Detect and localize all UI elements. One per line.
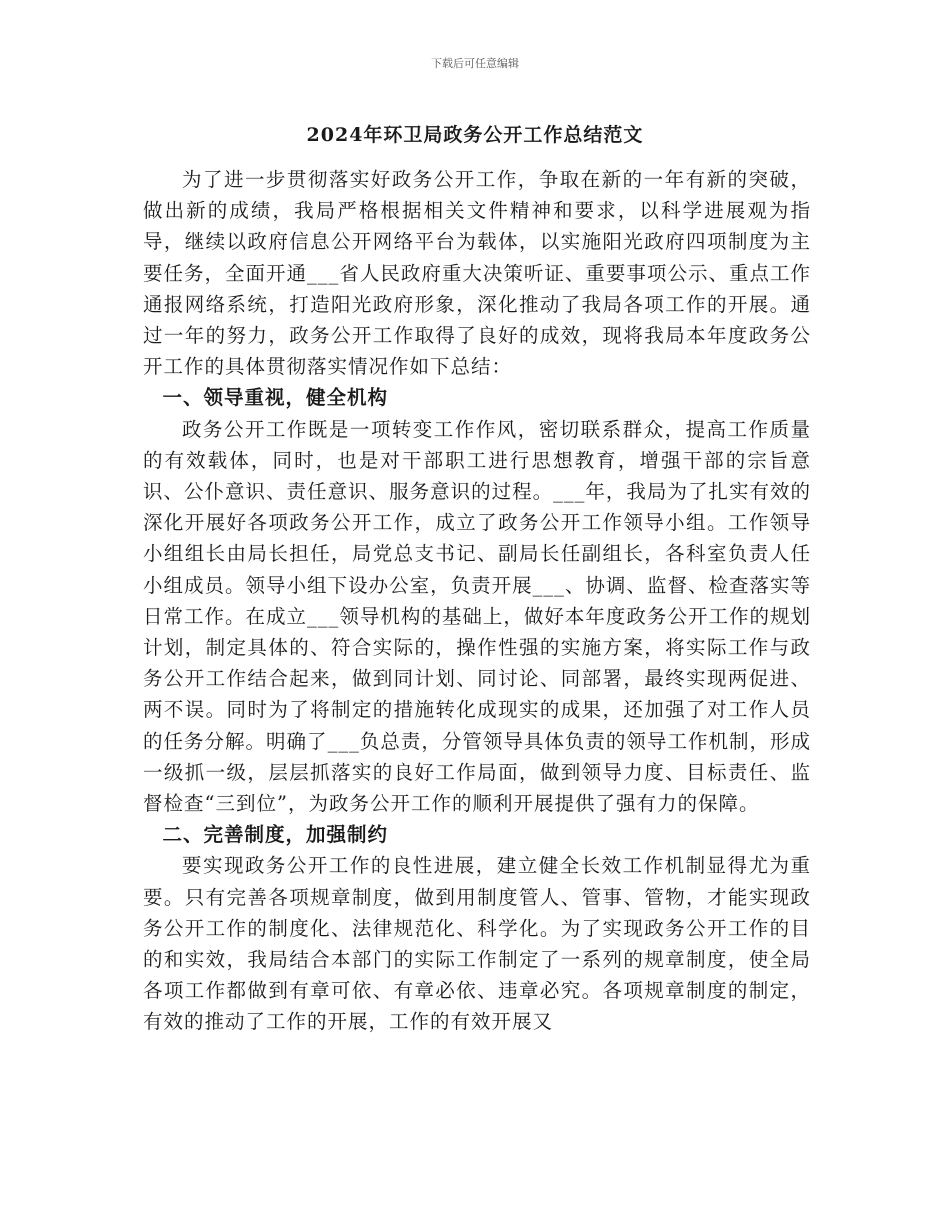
header-note: 下载后可任意编辑 — [431, 57, 519, 70]
section-heading-2: 二、完善制度，加强制约 — [162, 823, 389, 847]
paragraph-section-1: 政务公开工作既是一项转变工作作风，密切联系群众，提高工作质量的有效载体，同时，也是对干部职工进行思想教育，增强干部的宗旨意识、公仆意识、责任意识、服务意识的过程。___年，我局为了扎实有效的深化开展好各项政务公开工作，成立了政务公开工作领导小组。工作领导小组组长由局长担任，局党总支书记、副局长任副组长，各科室负责人任小组成员。领导小组下设办公室，负责开展___、协调、监督、检查落实等日常工作。在成立___领导机构的基础上，做好本年度政务公开工作的规划计划，制定具体的、符合实际的，操作性强的实施方案，将实际工作与政务公开工作结合起来，做到同计划、同讨论、同部署，最终实现两促进、两不误。同时为了将制定的措施转化成现实的成果，还加强了对工作人员的任务分解。明确了___负总责，分管领导具体负责的领导工作机制，形成一级抓一级，层层抓落实的良好工作局面，做到领导力度、目标责任、监督检查“三到位”，为政务公开工作的顺利开展提供了强有力的保障。 — [143, 417, 811, 816]
section-heading-1: 一、领导重视，健全机构 — [162, 386, 389, 410]
paragraph-intro: 为了进一步贯彻落实好政务公开工作，争取在新的一年有新的突破，做出新的成绩，我局严格根据相关文件精神和要求，以科学进展观为指导，继续以政府信息公开网络平台为载体，以实施阳光政府四项制度为主要任务，全面开通___省人民政府重大决策听证、重要事项公示、重点工作通报网络系统，打造阳光政府形象，深化推动了我局各项工作的开展。通过一年的努力，政务公开工作取得了良好的成效，现将我局本年度政务公开工作的具体贯彻落实情况作如下总结： — [143, 168, 811, 379]
document-body — [143, 164, 811, 1038]
document-title: 2024年环卫局政务公开工作总结范文 — [306, 124, 644, 146]
paragraph-section-2: 要实现政务公开工作的良性进展，建立健全长效工作机制显得尤为重要。只有完善各项规章制度，做到用制度管人、管事、管物，才能实现政务公开工作的制度化、法律规范化、科学化。为了实现政务公开工作的目的和实效，我局结合本部门的实际工作制定了一系列的规章制度，使全局各项工作都做到有章可依、有章必依、违章必究。各项规章制度的制定，有效的推动了工作的开展，工作的有效开展又 — [143, 854, 811, 1034]
